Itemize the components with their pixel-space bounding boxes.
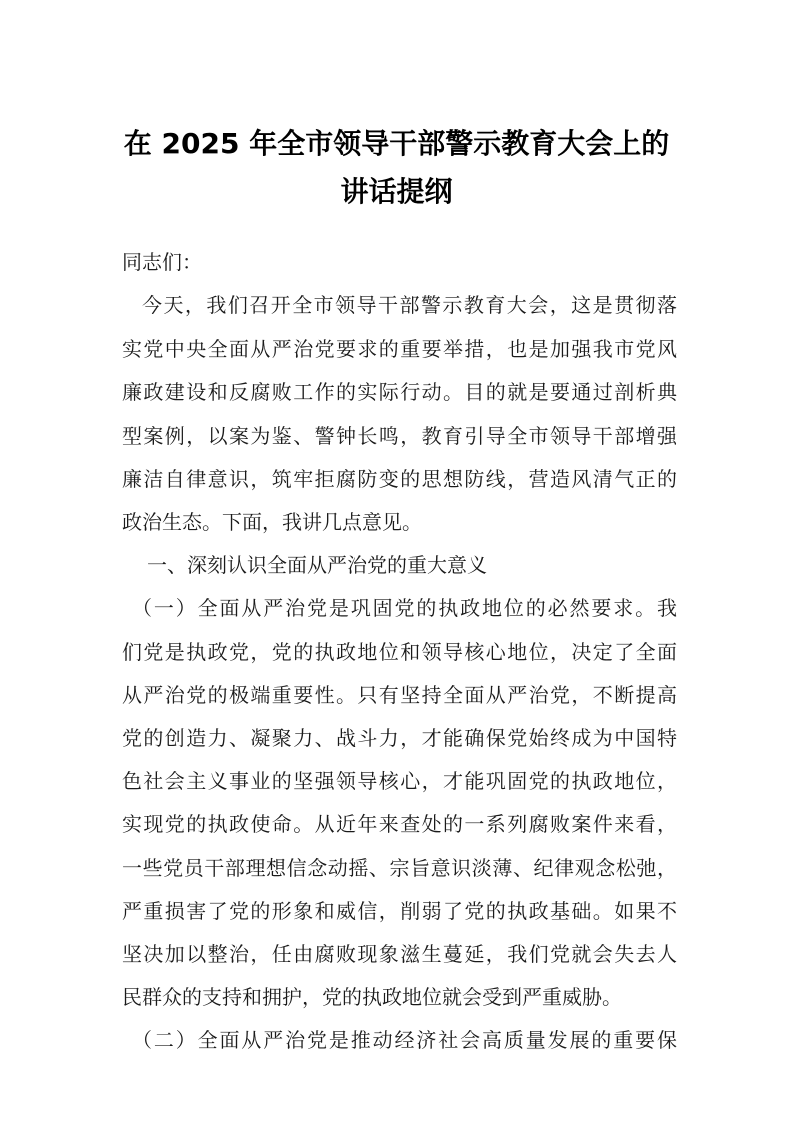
- paragraph-line: 实党中央全面从严治党要求的重要举措，也是加强我市党风: [122, 337, 677, 361]
- section-heading: 一、深刻认识全面从严治党的重大意义: [147, 553, 487, 577]
- paragraph-line: （二）全面从严治党是推动经济社会高质量发展的重要保: [132, 1028, 677, 1052]
- paragraph-line: 一些党员干部理想信念动摇、宗旨意识淡薄、纪律观念松弛，: [122, 856, 677, 880]
- document-title-line-1: 在 2025 年全市领导干部警示教育大会上的: [123, 127, 670, 160]
- salutation: 同志们：: [122, 250, 202, 274]
- paragraph-line: 们党是执政党，党的执政地位和领导核心地位，决定了全面: [122, 640, 677, 664]
- paragraph-line: 民群众的支持和拥护，党的执政地位就会受到严重威胁。: [122, 985, 622, 1009]
- paragraph-line: 廉洁自律意识，筑牢拒腐防变的思想防线，营造风清气正的: [122, 467, 677, 491]
- paragraph-line: 党的创造力、凝聚力、战斗力，才能确保党始终成为中国特: [122, 726, 677, 750]
- paragraph-line: 坚决加以整治，任由腐败现象滋生蔓延，我们党就会失去人: [122, 942, 677, 966]
- paragraph-line: 政治生态。下面，我讲几点意见。: [122, 510, 422, 534]
- paragraph-line: （一）全面从严治党是巩固党的执政地位的必然要求。我: [132, 596, 677, 620]
- paragraph-line: 廉政建设和反腐败工作的实际行动。目的就是要通过剖析典: [122, 380, 677, 404]
- paragraph-line: 色社会主义事业的坚强领导核心，才能巩固党的执政地位，: [122, 769, 677, 793]
- paragraph-line: 严重损害了党的形象和威信，削弱了党的执政基础。如果不: [122, 899, 677, 923]
- paragraph-line: 型案例，以案为鉴、警钟长鸣，教育引导全市领导干部增强: [122, 424, 677, 448]
- paragraph-line: 实现党的执政使命。从近年来查处的一系列腐败案件来看，: [122, 812, 677, 836]
- paragraph-line: 从严治党的极端重要性。只有坚持全面从严治党，不断提高: [122, 683, 677, 707]
- document-title-line-2: 讲话提纲: [340, 175, 453, 208]
- paragraph-line: 今天，我们召开全市领导干部警示教育大会，这是贯彻落: [142, 293, 677, 317]
